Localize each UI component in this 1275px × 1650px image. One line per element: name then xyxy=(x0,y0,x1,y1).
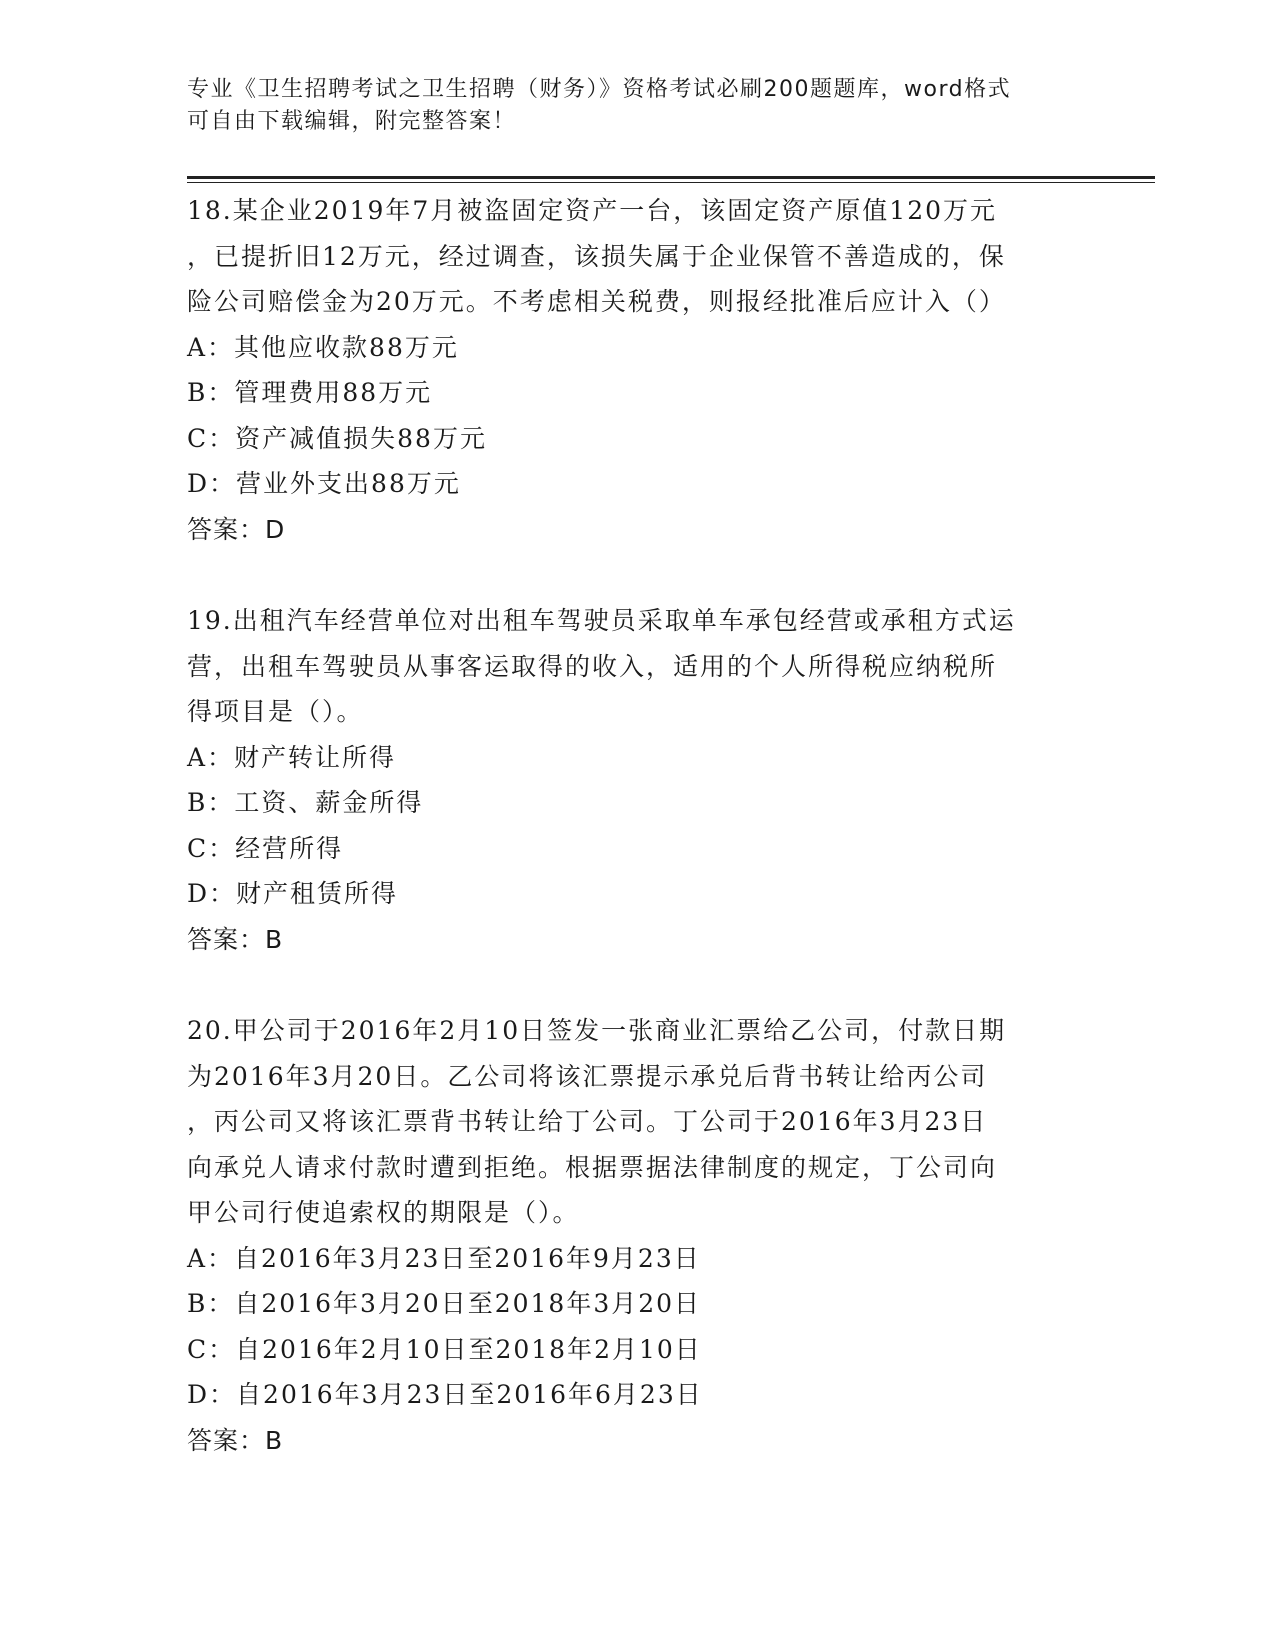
header-rule-thick xyxy=(187,176,1155,179)
question-stem-line: ，已提折旧12万元，经过调查，该损失属于企业保管不善造成的，保 xyxy=(187,241,1006,271)
question-stem-line: 得项目是（）。 xyxy=(187,697,364,726)
answer: 答案：B xyxy=(187,924,284,954)
question-stem-line: 营，出租车驾驶员从事客运取得的收入，适用的个人所得税应纳税所 xyxy=(187,651,998,681)
question-stem-line: 为2016年3月20日。乙公司将该汇票提示承兑后背书转让给丙公司 xyxy=(187,1061,988,1091)
document-header xyxy=(187,74,1087,138)
header-line-2: 可自由下载编辑，附完整答案！ xyxy=(187,109,517,134)
question-stem-line: 18.某企业2019年7月被盗固定资产一台，该固定资产原值120万元 xyxy=(187,196,998,225)
question-stem-line: ，丙公司又将该汇票背书转让给丁公司。丁公司于2016年3月23日 xyxy=(187,1107,988,1136)
option-a: A：其他应收款88万元 xyxy=(187,332,459,362)
option-c: C：自2016年2月10日至2018年2月10日 xyxy=(187,1334,702,1364)
header-rule-thin xyxy=(187,182,1155,183)
option-d: D：财产租赁所得 xyxy=(187,879,399,908)
option-b: B：工资、薪金所得 xyxy=(187,788,424,817)
header-line-1: 专业《卫生招聘考试之卫生招聘（财务）》资格考试必刷200题题库，word格式 xyxy=(187,77,1012,102)
question-stem-line: 向承兑人请求付款时遭到拒绝。根据票据法律制度的规定，丁公司向 xyxy=(187,1152,998,1182)
question-stem-line: 19.出租汽车经营单位对出租车驾驶员采取单车承包经营或承租方式运 xyxy=(187,606,1016,635)
answer: 答案：B xyxy=(187,1425,284,1455)
option-a: A：财产转让所得 xyxy=(187,742,397,772)
option-d: D：自2016年3月23日至2016年6月23日 xyxy=(187,1380,703,1409)
option-a: A：自2016年3月23日至2016年9月23日 xyxy=(187,1243,701,1273)
option-c: C：经营所得 xyxy=(187,833,344,863)
question-20 xyxy=(187,1008,1087,1463)
question-19 xyxy=(187,598,1087,962)
question-18 xyxy=(187,188,1087,552)
question-stem-line: 20.甲公司于2016年2月10日签发一张商业汇票给乙公司，付款日期 xyxy=(187,1016,1007,1045)
option-d: D：营业外支出88万元 xyxy=(187,469,461,498)
question-stem-line: 甲公司行使追索权的期限是（）。 xyxy=(187,1198,580,1227)
question-list xyxy=(187,188,1087,1463)
option-b: B：管理费用88万元 xyxy=(187,378,433,407)
option-b: B：自2016年3月20日至2018年3月20日 xyxy=(187,1289,702,1318)
answer: 答案：D xyxy=(187,514,286,544)
question-stem-line: 险公司赔偿金为20万元。不考虑相关税费，则报经批准后应计入（） xyxy=(187,287,1006,316)
option-c: C：资产减值损失88万元 xyxy=(187,423,487,453)
